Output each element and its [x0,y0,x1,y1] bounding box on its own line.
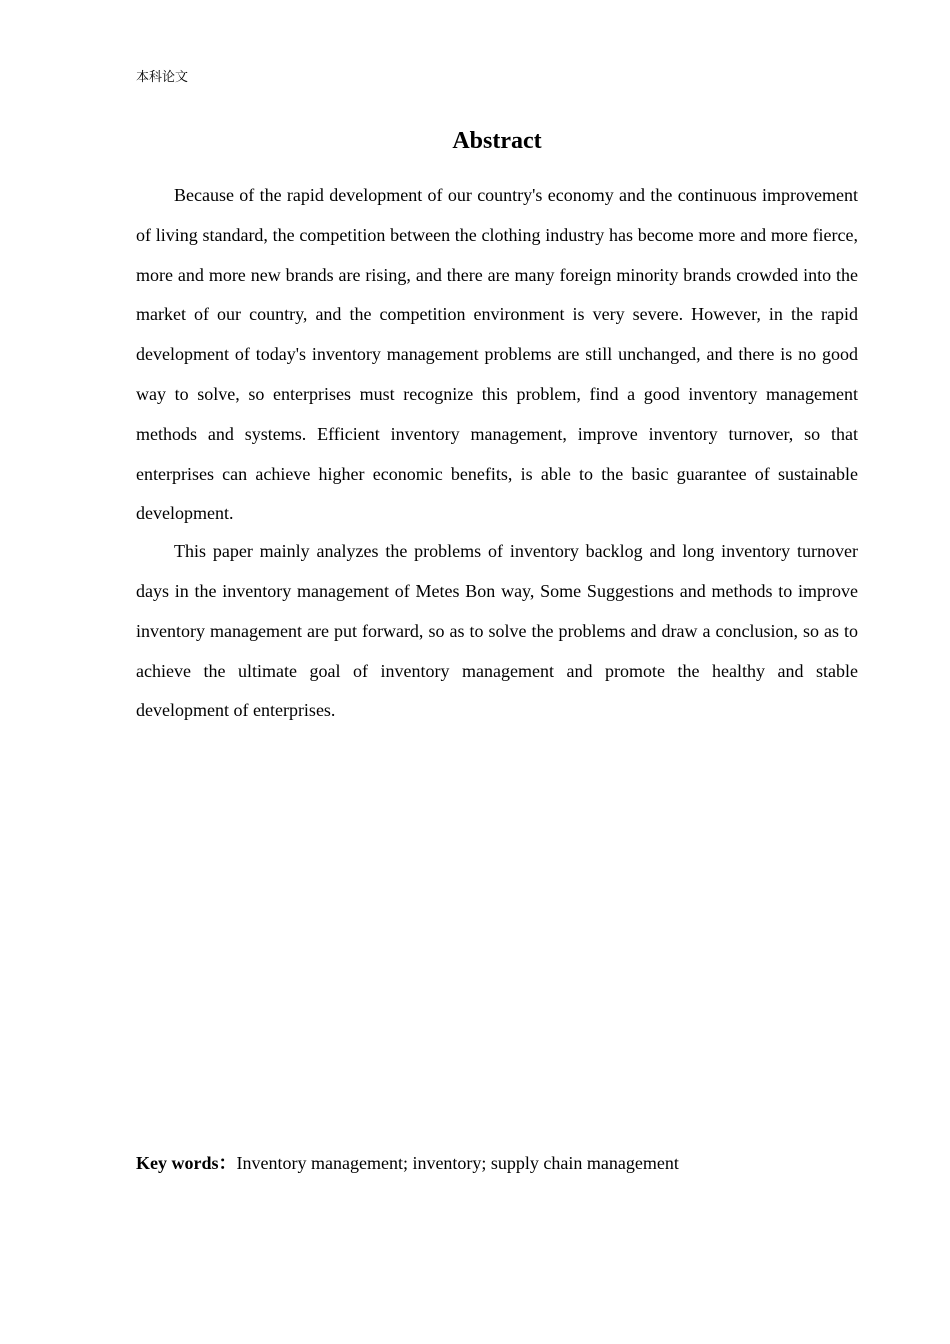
abstract-body [136,176,858,731]
abstract-paragraph-2: This paper mainly analyzes the problems of inventory backlog and long inventory turnover days in the inventory management of Metes Bon way, Some Suggestions and methods to improve inventory management are put forward, so as to solve the problems and draw a conclusion, so as to achieve the ultimate goal of inventory management and promote the healthy and stable development of enterprises. [136,541,858,721]
keywords-value: Inventory management; inventory; supply chain management [236,1153,679,1173]
abstract-title: Abstract [452,128,542,154]
keywords-line [136,1150,679,1176]
keywords-label: Key words： [136,1153,237,1173]
abstract-paragraph-1: Because of the rapid development of our country's economy and the continuous improvement of living standard, the competition between the clothing industry has become more and more fierce, more and more new brands are rising, and there are many foreign minority brands crowded into the market of our country, and the competition environment is very severe. However, in the rapid development of today's inventory management problems are still unchanged, and there is no good way to solve, so enterprises must recognize this problem, find a good inventory management methods and systems. Efficient inventory management, improve inventory turnover, so that enterprises can achieve higher economic benefits, is able to the basic guarantee of sustainable development. [136,185,858,524]
page-header: 本科论文 [136,70,189,85]
